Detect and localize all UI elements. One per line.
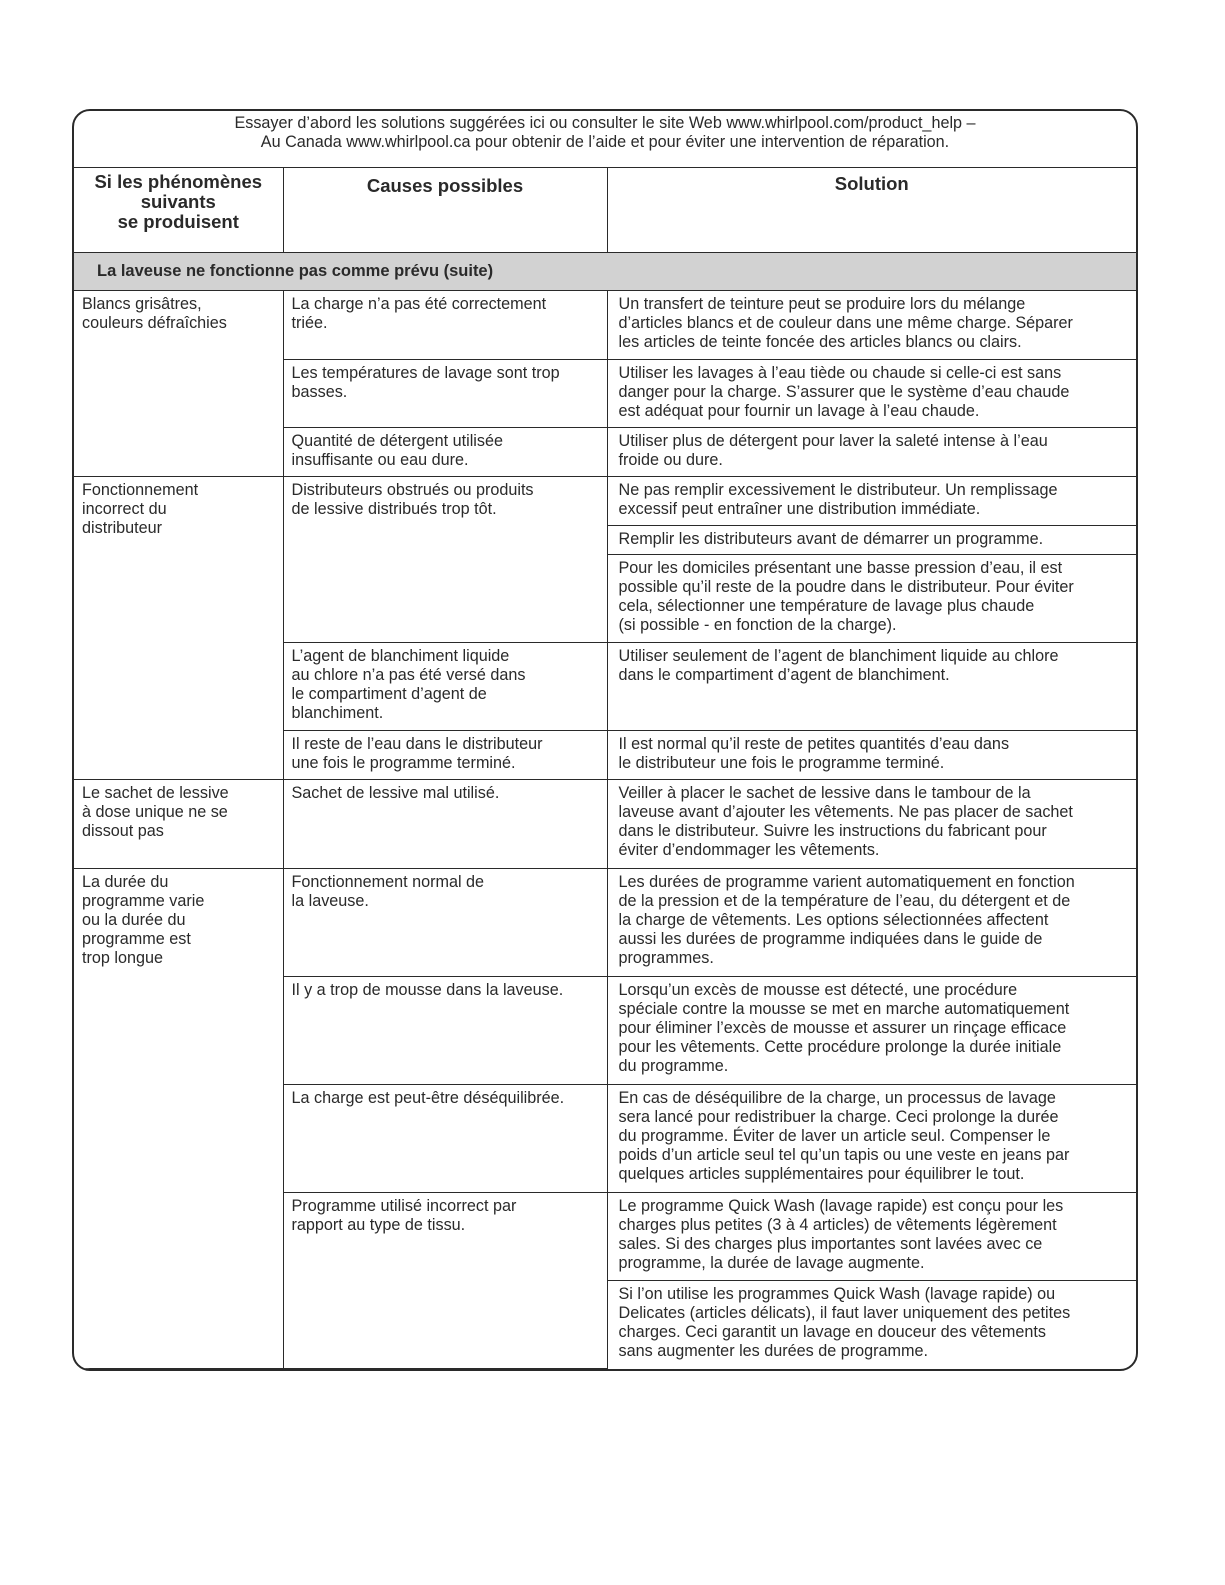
solution-line: (si possible - en fonction de la charge). [618,615,897,634]
solution-line: du programme. Éviter de laver un article seul. Compenser le [618,1126,1051,1145]
solution-line: aussi les durées de programme indiquées dans le guide de [618,929,1043,948]
cause-line: L’agent de blanchiment liquide [291,647,510,666]
symptom-line: Fonctionnement [82,480,199,499]
symptom-cell [74,868,283,1368]
solution-line: poids d’un article seul tel qu’un tapis ou une veste en jeans par [618,1145,1070,1164]
symptom-cell [74,291,283,477]
header-row [74,168,1136,253]
cause-line: Fonctionnement normal de [291,872,485,891]
symptom-cell [74,780,283,868]
table-row [74,291,1136,360]
intro-note [74,111,1136,168]
solution-line: charges plus petites (3 à 4 articles) de vêtements légèrement [618,1215,1057,1234]
cause-line: Il reste de l’eau dans le distributeur [291,735,543,754]
solution-cell [607,731,1136,780]
solution-line: est adéquat pour fournir un lavage à l’eau chaude. [618,401,980,420]
cause-cell [283,291,607,360]
solution-line: de la pression et de la température de l’eau, du détergent et de [618,891,1071,910]
header-symptom-line: suivants [140,191,216,212]
solution-cell [607,780,1136,868]
cause-line: la laveuse. [291,891,369,910]
solution-line: d’articles blancs et de couleur dans une même charge. Séparer [618,314,1073,332]
cause-line: Les températures de lavage sont trop [291,363,560,382]
symptom-line: Le sachet de lessive [82,784,229,803]
solution-line: cela, sélectionner une température de lavage plus chaude [618,596,1035,615]
solution-line: Un transfert de teinture peut se produire lors du mélange [618,295,1026,313]
solution-line: la charge de vêtements. Les options sélectionnées affectent [618,910,1049,929]
symptom-line: à dose unique ne se [82,803,228,822]
solution-line: En cas de déséquilibre de la charge, un processus de lavage [618,1088,1056,1107]
solution-line: le distributeur une fois le programme terminé. [618,754,945,773]
solution-cell [607,428,1136,477]
symptom-line: distributeur [82,518,163,537]
symptom-line: dissout pas [82,822,164,841]
solution-line: pour les vêtements. Cette procédure prolonge la durée initiale [618,1037,1062,1056]
cause-line: une fois le programme terminé. [291,754,516,773]
cause-line: Programme utilisé incorrect par [291,1196,517,1215]
cause-line: au chlore n’a pas été versé dans [291,666,526,685]
symptom-line: ou la durée du [82,910,186,929]
cause-line: La charge est peut-être déséquilibrée. [291,1088,565,1107]
cause-line: Quantité de détergent utilisée [291,432,503,451]
section-title: La laveuse ne fonctionne pas comme prévu (suite) [74,253,1136,291]
solution-cell [607,976,1136,1084]
cause-line: La charge n’a pas été correctement [291,295,547,313]
solution-line: Ne pas remplir excessivement le distributeur. Un remplissage [618,480,1058,499]
solution-line: Veiller à placer le sachet de lessive dans le tambour de la [618,784,1031,803]
solution-line: excessif peut entraîner une distribution immédiate. [618,499,981,518]
solution-cell [607,643,1136,731]
intro-row [74,111,1136,168]
cause-line: triée. [291,314,328,332]
section-row [74,253,1136,291]
solution-line: Les durées de programme varient automatiquement en fonction [618,872,1075,891]
solution-cell [607,525,1136,554]
solution-cell [607,554,1136,642]
cause-cell [283,643,607,731]
troubleshooting-table [74,111,1136,1369]
solution-line: dans le distributeur. Suivre les instructions du fabricant pour [618,822,1047,841]
solution-line: Il est normal qu’il reste de petites quantités d’eau dans [618,735,1010,754]
symptom-line: La durée du [82,872,169,891]
solution-cell [607,359,1136,428]
cause-line: rapport au type de tissu. [291,1215,466,1234]
solution-line: Lorsqu’un excès de mousse est détecté, une procédure [618,980,1018,999]
solution-line: possible qu’il reste de la poudre dans le distributeur. Pour éviter [618,577,1074,596]
cause-line: basses. [291,382,348,401]
symptom-cell [74,476,283,779]
solution-cell [607,868,1136,976]
symptom-line: couleurs défraîchies [82,314,227,332]
symptom-line: trop longue [82,948,164,967]
cause-line: insuffisante ou eau dure. [291,451,469,470]
header-cause: Causes possibles [283,168,607,253]
cause-line: Distributeurs obstrués ou produits [291,480,534,499]
symptom-line: Blancs grisâtres, [82,295,202,313]
solution-line: les articles de teinte foncée des articles blancs ou clairs. [618,333,1022,351]
header-symptom-line: se produisent [117,211,239,232]
solution-line: sales. Si des charges plus importantes sont lavées avec ce [618,1234,1043,1253]
solution-cell [607,1084,1136,1192]
intro-line-2: Au Canada www.whirlpool.ca pour obtenir de l’aide et pour éviter une intervention de réparation. [260,133,950,151]
cause-line: le compartiment d’agent de [291,685,487,704]
cause-cell [283,428,607,477]
table-row [74,780,1136,868]
solution-line: sera lancé pour redistribuer la charge. Ceci prolonge la durée [618,1107,1059,1126]
solution-line: Remplir les distributeurs avant de démarrer un programme. [618,529,1044,548]
symptom-line: incorrect du [82,499,167,518]
solution-line: charges. Ceci garantit un lavage en douceur des vêtements [618,1323,1046,1342]
solution-line: Delicates (articles délicats), il faut laver uniquement des petites [618,1304,1071,1323]
cause-line: de lessive distribués trop tôt. [291,499,497,518]
solution-line: éviter d’endommager les vêtements. [618,841,880,860]
cause-cell [283,1192,607,1368]
header-symptom-line: Si les phénomènes [94,171,263,192]
solution-line: pour éliminer l’excès de mousse et assurer un rinçage efficace [618,1018,1067,1037]
cause-cell [283,976,607,1084]
symptom-line: programme est [82,929,191,948]
solution-line: Utiliser plus de détergent pour laver la saleté intense à l’eau [618,432,1048,451]
symptom-line: programme varie [82,891,205,910]
solution-line: quelques articles supplémentaires pour équilibrer le tout. [618,1164,1025,1183]
solution-cell [607,291,1136,360]
solution-line: Utiliser seulement de l’agent de blanchiment liquide au chlore [618,647,1059,666]
intro-line-1: Essayer d’abord les solutions suggérées ici ou consulter le site Web www.whirlpool.com/product_help – [234,114,976,132]
cause-cell [283,476,607,642]
cause-cell [283,780,607,868]
solution-cell [607,476,1136,525]
table-row [74,868,1136,976]
solution-line: Le programme Quick Wash (lavage rapide) est conçu pour les [618,1196,1064,1215]
solution-line: froide ou dure. [618,451,723,470]
cause-line: blanchiment. [291,704,384,723]
table-row [74,476,1136,525]
cause-cell [283,1084,607,1192]
cause-cell [283,359,607,428]
solution-line: danger pour la charge. S’assurer que le système d’eau chaude [618,382,1070,401]
solution-line: spéciale contre la mousse se met en marche automatiquement [618,999,1070,1018]
solution-line: du programme. [618,1056,729,1075]
solution-line: dans le compartiment d’agent de blanchiment. [618,666,950,685]
cause-line: Sachet de lessive mal utilisé. [291,784,500,803]
solution-line: programmes. [618,948,714,967]
troubleshooting-table-frame [72,109,1138,1371]
solution-line: Si l’on utilise les programmes Quick Wash (lavage rapide) ou [618,1285,1056,1304]
cause-line: Il y a trop de mousse dans la laveuse. [291,980,564,999]
solution-line: Pour les domiciles présentant une basse pression d’eau, il est [618,558,1063,577]
header-solution: Solution [607,168,1136,253]
solution-line: sans augmenter les durées de programme. [618,1342,929,1361]
cause-cell [283,868,607,976]
cause-cell [283,731,607,780]
solution-line: laveuse avant d’ajouter les vêtements. Ne pas placer de sachet [618,803,1073,822]
solution-cell [607,1281,1136,1369]
solution-line: Utiliser les lavages à l’eau tiède ou chaude si celle-ci est sans [618,363,1062,382]
header-symptom [74,168,283,253]
solution-cell [607,1192,1136,1280]
solution-line: programme, la durée de lavage augmente. [618,1253,925,1272]
